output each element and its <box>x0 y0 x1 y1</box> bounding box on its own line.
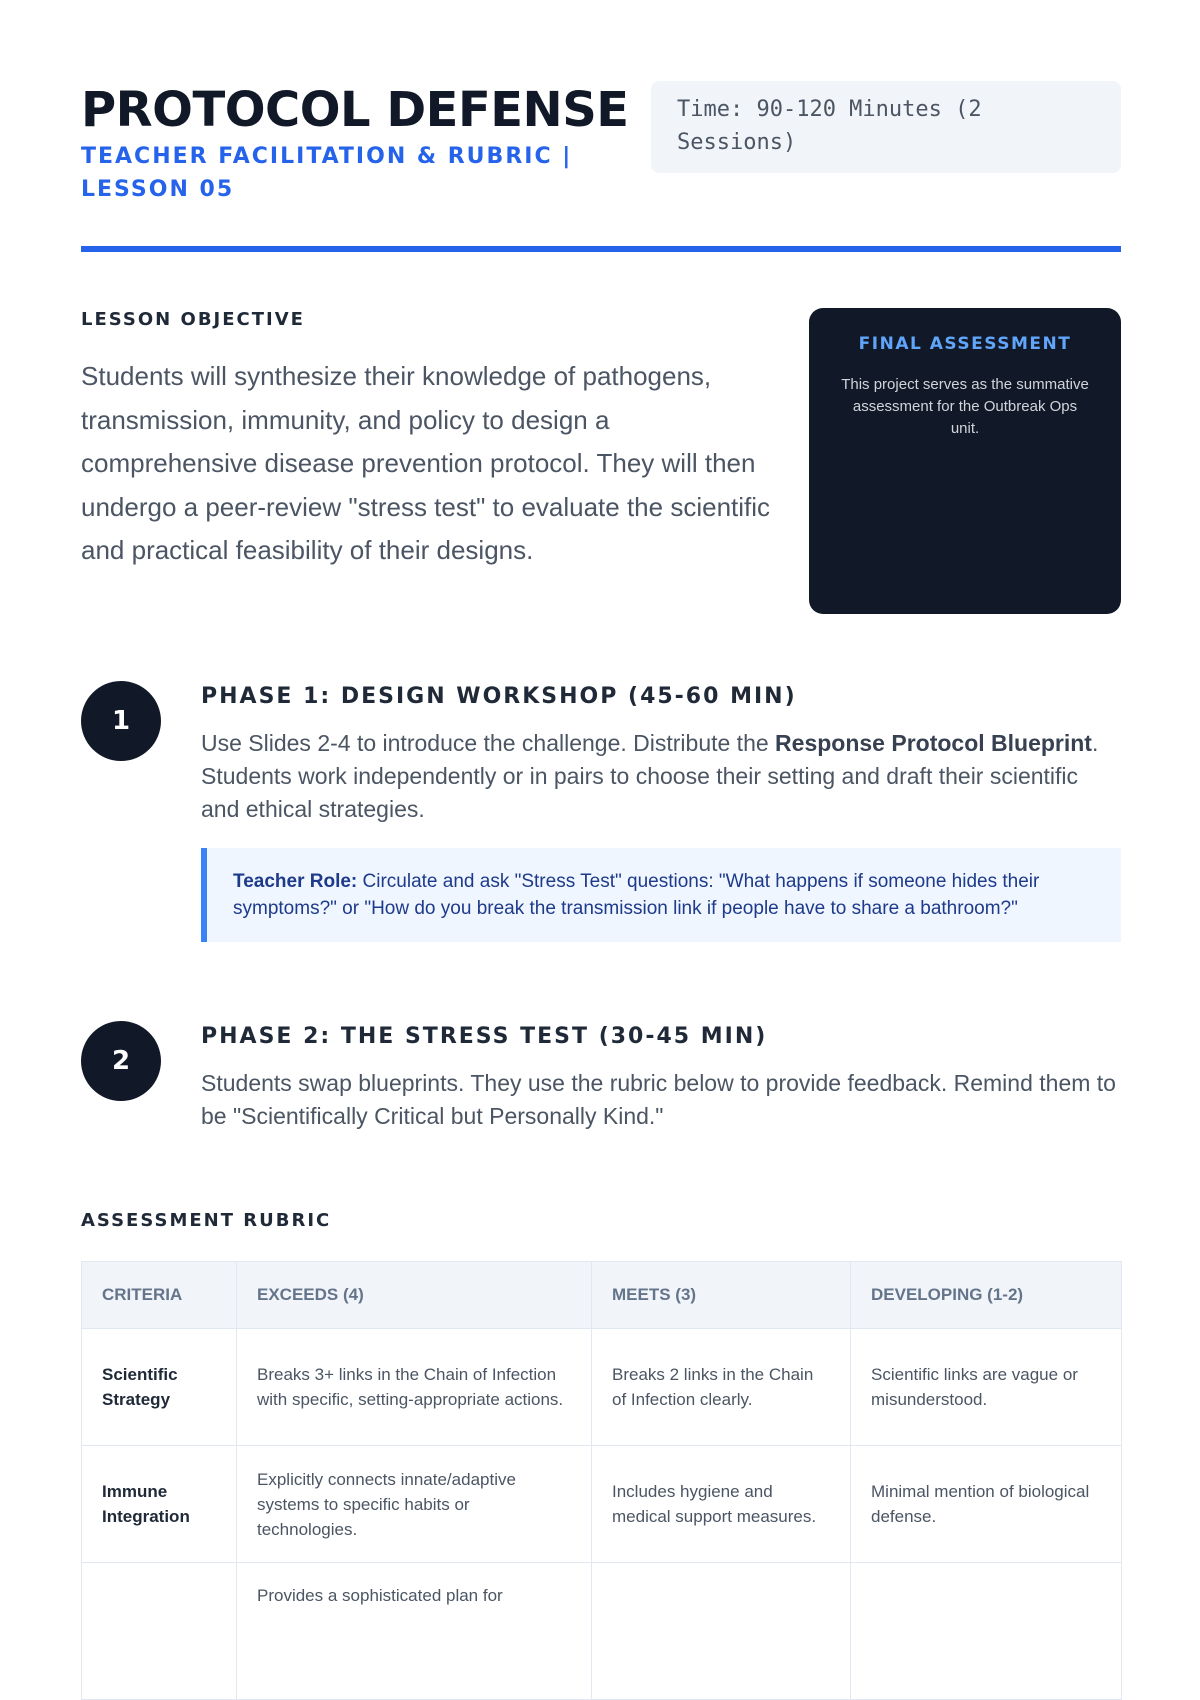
time-badge: Time: 90-120 Minutes (2 Sessions) <box>651 81 1121 173</box>
rubric-table <box>81 1261 1122 1700</box>
final-assessment-card <box>809 308 1121 614</box>
table-header-row <box>82 1262 1122 1329</box>
developing-cell: Minimal mention of biological defense. <box>851 1446 1122 1563</box>
table-row <box>82 1329 1122 1446</box>
phase-body <box>201 1021 1121 1133</box>
phase-title: PHASE 2: THE STRESS TEST (30-45 MIN) <box>201 1024 768 1049</box>
column-header-developing: DEVELOPING (1-2) <box>851 1262 1122 1329</box>
phase-description <box>201 727 1121 826</box>
objective-text: Students will synthesize their knowledge of pathogens, transmission, immunity, and policy to design a comprehensive disease prevention protocol. They will then undergo a peer-review "stress test" to evaluate the scientific and practical feasibility of their designs. <box>81 361 771 565</box>
page-subtitle: TEACHER FACILITATION & RUBRIC | LESSON 05 <box>81 144 573 202</box>
table-row <box>82 1446 1122 1563</box>
column-header-meets: MEETS (3) <box>592 1262 851 1329</box>
callout-text: Circulate and ask "Stress Test" questions: "What happens if someone hides their symptoms?" or "How do you break the transmission link if people have to share a bathroom?" <box>233 871 1040 919</box>
callout-label: Teacher Role: <box>233 871 358 892</box>
phase-title: PHASE 1: DESIGN WORKSHOP (45-60 MIN) <box>201 684 797 709</box>
header-divider <box>81 246 1121 252</box>
exceeds-cell: Provides a sophisticated plan for <box>237 1563 592 1700</box>
phase-description: Students swap blueprints. They use the rubric below to provide feedback. Remind them to be "Scientifically Critical but Personally Kind." <box>201 1070 1116 1129</box>
final-assessment-title: FINAL ASSESSMENT <box>858 334 1072 354</box>
phase-number-badge: 2 <box>81 1021 161 1101</box>
column-header-exceeds: EXCEEDS (4) <box>237 1262 592 1329</box>
header <box>81 78 1121 218</box>
meets-cell: Includes hygiene and medical support measures. <box>592 1446 851 1563</box>
exceeds-cell: Explicitly connects innate/adaptive systems to specific habits or technologies. <box>237 1446 592 1563</box>
objective-label: LESSON OBJECTIVE <box>81 309 305 330</box>
criteria-cell: Immune Integration <box>82 1446 237 1563</box>
meets-cell: Breaks 2 links in the Chain of Infection clearly. <box>592 1329 851 1446</box>
criteria-cell: Scientific Strategy <box>82 1329 237 1446</box>
criteria-cell <box>82 1563 237 1700</box>
phase-text-before: Use Slides 2-4 to introduce the challenge. Distribute the <box>201 730 776 756</box>
phase-number-badge: 1 <box>81 681 161 761</box>
page-title: PROTOCOL DEFENSE <box>81 82 629 138</box>
exceeds-cell: Breaks 3+ links in the Chain of Infection with specific, setting-appropriate actions. <box>237 1329 592 1446</box>
developing-cell <box>851 1563 1122 1700</box>
developing-cell: Scientific links are vague or misunderstood. <box>851 1329 1122 1446</box>
meets-cell <box>592 1563 851 1700</box>
table-row <box>82 1563 1122 1700</box>
phase-body <box>201 681 1121 942</box>
teacher-role-callout <box>201 848 1121 942</box>
rubric-label: ASSESSMENT RUBRIC <box>81 1210 332 1231</box>
phase-text-after: . Students work independently or in pairs to choose their setting and draft their scientific and ethical strategies. <box>201 730 1099 822</box>
blueprint-name: Response Protocol Blueprint <box>775 730 1092 756</box>
column-header-criteria: CRITERIA <box>82 1262 237 1329</box>
final-assessment-text: This project serves as the summative assessment for the Outbreak Ops unit. <box>841 376 1089 437</box>
